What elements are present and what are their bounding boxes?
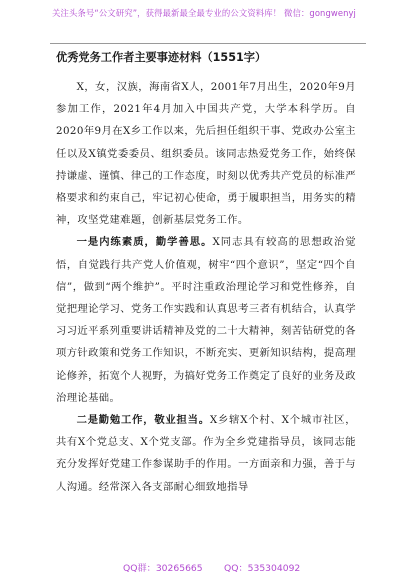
section-1-paragraph <box>56 231 356 409</box>
footer-qq-group: QQ群：30265665 <box>123 563 203 574</box>
section-1-heading: 一是内练素质，勤学善思。 <box>76 236 213 249</box>
document-title: 优秀党务工作者主要事迹材料（1551字） <box>56 51 267 64</box>
section-1-body: X同志具有较高的思想政治觉悟，自觉践行共产党人价值观，树牢“四个意识”，坚定“四个自信”，做到“两个维护”。平时注重政治理论学习和党性修养，自觉把理论学习、党务工作实践和认真思考三者有机结合，认真学习习近平系列重要讲话精神及党的二十大精神，刻苦钻研党的各项方针政策和党务工作知识，不断充实、更新知识结构，提高理论修养，拓宽个人视野，为搞好党务工作奠定了良好的业务及政治理论基础。 <box>56 236 356 404</box>
header-banner-text: 关注头条号“公文研究”，获得最新最全最专业的公文资料库！ 微信：gongwenyj <box>52 8 356 18</box>
header-banner <box>0 0 408 26</box>
footer-qq: QQ：535304092 <box>224 563 301 574</box>
section-2-body: X乡辖X个村、X个城市社区，共有X个党总支、X个党支部。作为全乡党建指导员，该同志能充分发挥好党建工作参谋助手的作用。一方面亲和力强，善于与人沟通。经常深入各支部耐心细致地指导 <box>56 414 356 493</box>
footer <box>0 558 408 576</box>
section-2-paragraph <box>56 409 356 498</box>
intro-paragraph: X，女，汉族，海南省X人，2001年7月出生，2020年9月参加工作，2021年4月加入中国共产党，大学本科学历。自2020年9月在X乡工作以来，先后担任组织干事、党政办公室主任以及X镇党委委员、组织委员。该同志热爱党务工作，始终保持谦虚、谨慎、律己的工作态度，时刻以优秀共产党员的标准严格要求和约束自己，牢记初心使命，勇于履职担当，用务实的精神，攻坚党建难题，创新基层党务工作。 <box>56 81 356 227</box>
section-2-heading: 二是勤勉工作，敬业担当。 <box>76 414 210 427</box>
document-body <box>56 49 356 498</box>
header-divider <box>50 43 366 44</box>
